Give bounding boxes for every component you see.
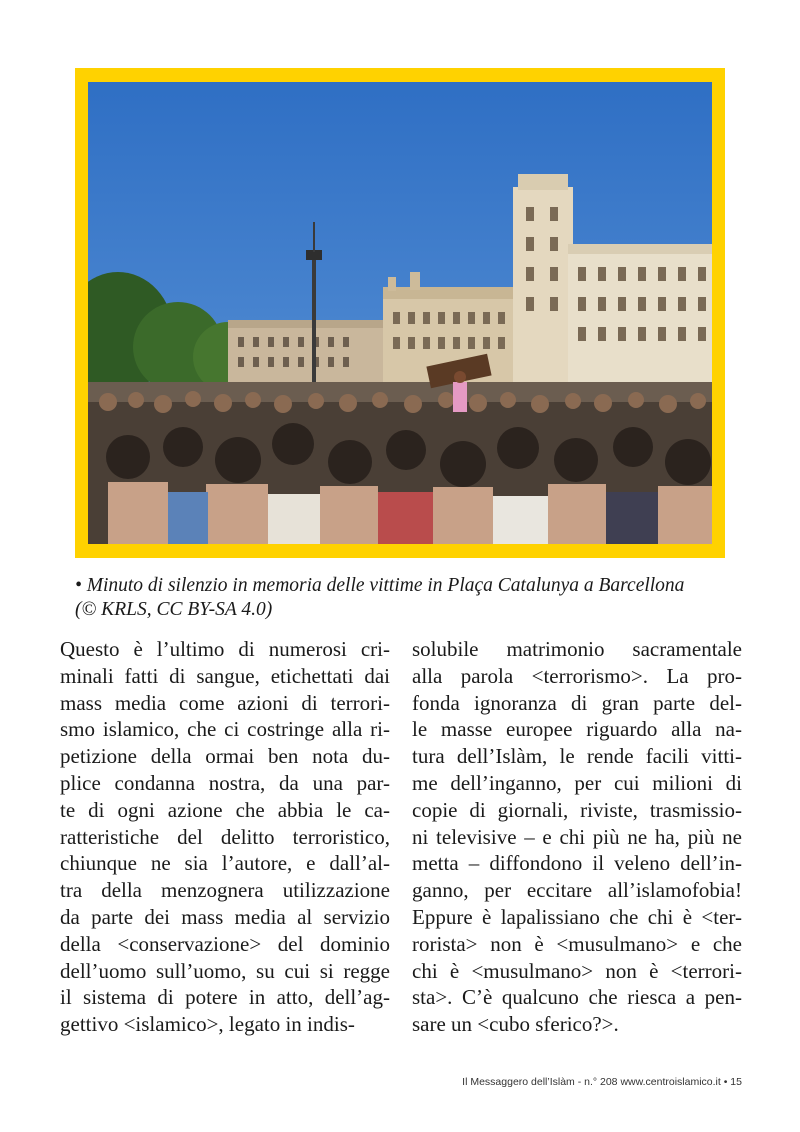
text-line: Eppure è lapalissiano che chi è <ter-	[412, 904, 742, 929]
text-line: Questo è l’ultimo di numerosi cri-	[60, 637, 390, 661]
text-line: alla parola <terrorismo>. La pro-	[412, 663, 742, 688]
text-line: mass media come azioni di terrori-	[60, 690, 390, 715]
text-line: da parte dei mass media al servizio	[60, 904, 390, 929]
text-line: il sistema di potere in atto, dell’ag-	[60, 985, 390, 1010]
text-line: copie di giornali, riviste, trasmissio-	[412, 797, 742, 822]
text-line: minali fatti di sangue, etichettati dai	[60, 663, 390, 688]
text-line: rorista> non è <musulmano> e che	[412, 931, 742, 956]
text-line: ni televisive – e chi più ne ha, più ne	[412, 824, 742, 849]
text-line: dell’uomo sull’uomo, su cui si regge	[60, 958, 390, 983]
text-line: sare un <cubo sferico?>.	[412, 1012, 619, 1037]
text-line: chiunque ne sia l’autore, e dall’al-	[60, 851, 390, 876]
text-line: petizione della ormai ben nota du-	[60, 744, 390, 769]
text-line: sta>. C’è qualcuno che riesca a pen-	[412, 985, 742, 1010]
text-line: solubile matrimonio sacramentale	[412, 637, 742, 661]
crowd-photo	[88, 82, 712, 544]
photo-caption	[75, 574, 735, 622]
article-column-right	[412, 636, 742, 1038]
caption-line-2: (© KRLS, CC BY-SA 4.0)	[75, 599, 273, 620]
caption-line-1: • Minuto di silenzio in memoria delle vittime in Plaça Catalunya a Barcellona	[75, 575, 685, 596]
text-line: fonda ignoranza di gran parte del-	[412, 690, 742, 715]
photo-frame	[75, 68, 725, 558]
text-line: ratteristiche del delitto terroristico,	[60, 824, 390, 849]
crowd	[88, 354, 712, 544]
text-line: le masse europee riguardo alla na-	[412, 717, 742, 742]
text-line: smo islamico, che ci costringe alla ri-	[60, 717, 390, 742]
text-line: metta – diffondono il veleno dell’in-	[412, 851, 742, 876]
page-footer: Il Messaggero dell’Islàm - n.° 208 www.centroislamico.it • 15	[462, 1076, 742, 1088]
text-line: ganno, per eccitare all’islamofobia!	[412, 878, 742, 903]
article-column-left	[60, 636, 390, 1038]
plaza-illustration	[88, 82, 712, 544]
text-line: tura dell’Islàm, le rende facili vitti-	[412, 744, 742, 769]
text-line: chi è <musulmano> non è <terrori-	[412, 958, 742, 983]
text-line: plice condanna nostra, da una par-	[60, 770, 390, 795]
text-line: me dell’inganno, per cui milioni di	[412, 770, 742, 795]
text-line: te di ogni azione che abbia le ca-	[60, 797, 390, 822]
text-line: gettivo <islamico>, legato in indis-	[60, 1012, 355, 1037]
text-line: tra della menzognera utilizzazione	[60, 878, 390, 903]
text-line: della <conservazione> del dominio	[60, 931, 390, 956]
